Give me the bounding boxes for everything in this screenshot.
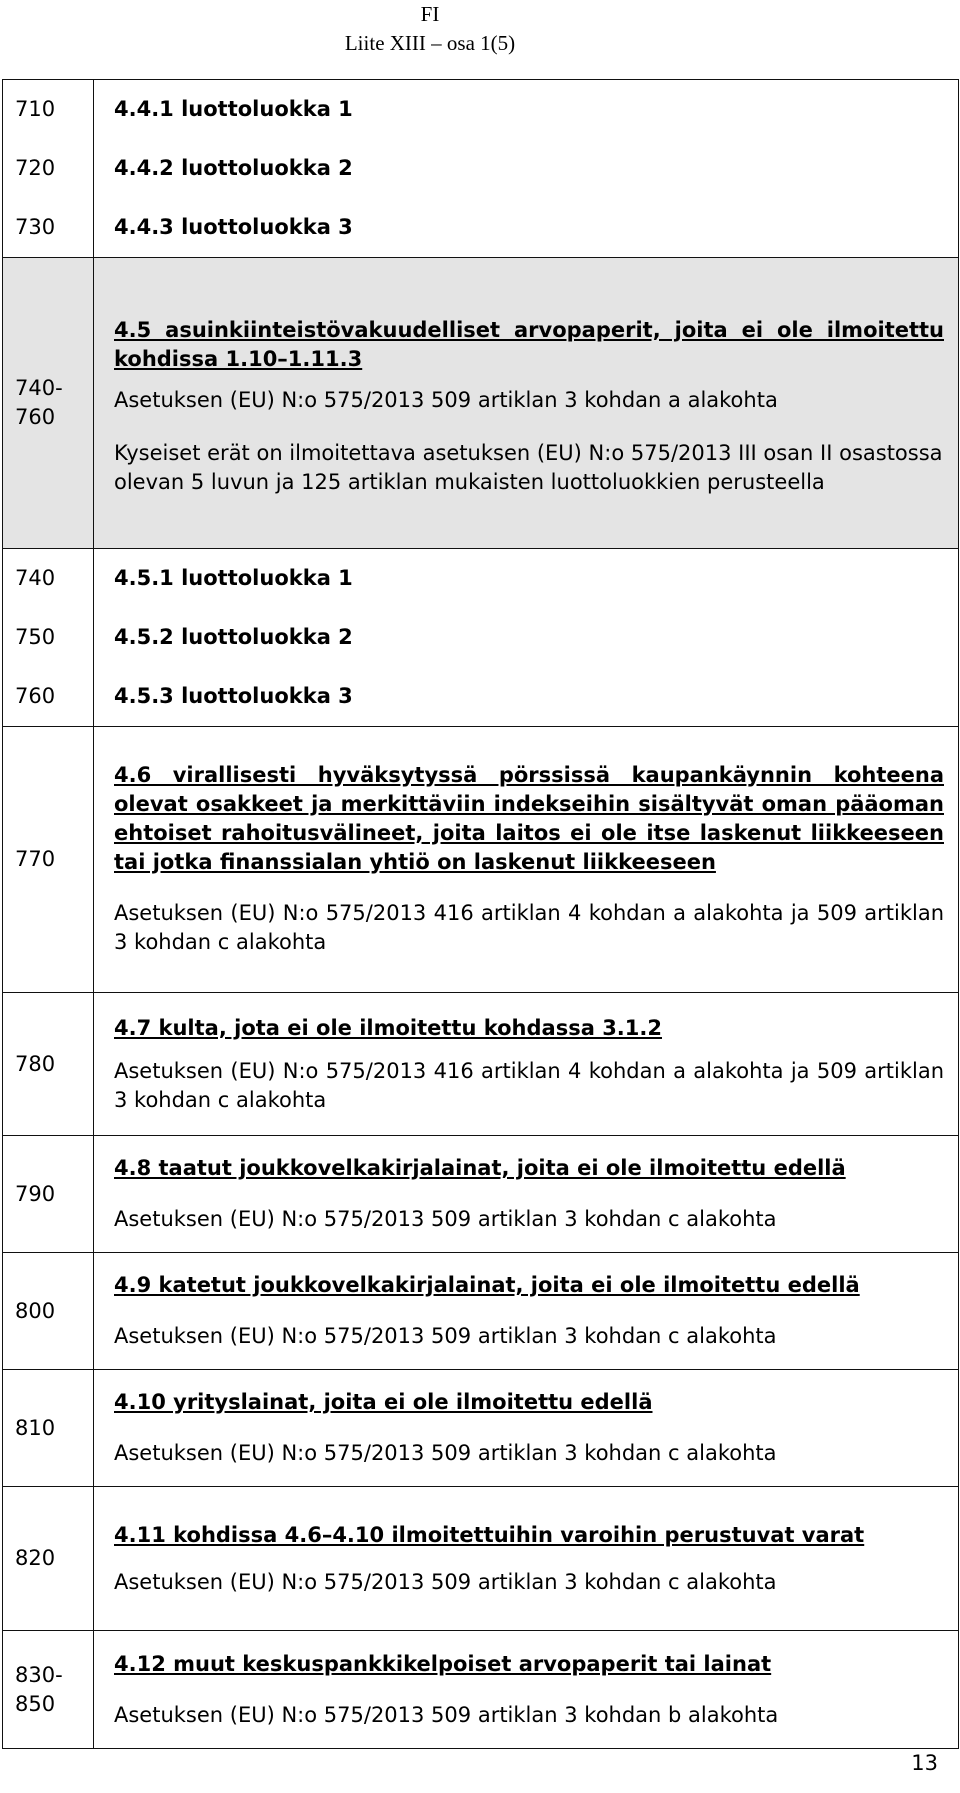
row-code: 790 — [15, 1181, 56, 1206]
page-header — [300, 0, 560, 58]
annex-label: Liite XIII – osa 1(5) — [344, 31, 516, 55]
table-row — [3, 1136, 959, 1253]
row-code-cell — [3, 258, 94, 549]
row-text-cell — [94, 993, 959, 1136]
row-code: 740- 760 — [15, 376, 63, 429]
row-code-cell — [3, 1370, 94, 1487]
row-text-cell — [94, 258, 959, 549]
row-text-cell — [94, 549, 959, 727]
table-row — [3, 258, 959, 549]
legal-reference: Asetuksen (EU) N:o 575/2013 509 artiklan 3 kohdan c alakohta — [114, 1324, 777, 1348]
row-code-cell — [3, 80, 94, 258]
item-heading: 4.5.3 luottoluokka 3 — [114, 684, 353, 708]
language-code: FI — [420, 2, 440, 26]
table-row — [3, 1253, 959, 1370]
item-heading: 4.5.2 luottoluokka 2 — [114, 625, 353, 649]
row-text-cell — [94, 1487, 959, 1631]
row-text-cell — [94, 1370, 959, 1487]
row-text-cell — [94, 1136, 959, 1253]
row-code-cell — [3, 727, 94, 993]
row-code: 780 — [15, 1051, 56, 1076]
item-heading: 4.9 katetut joukkovelkakirjalainat, joita ei ole ilmoitettu edellä — [114, 1273, 860, 1297]
row-code-cell — [3, 993, 94, 1136]
item-heading: 4.8 taatut joukkovelkakirjalainat, joita ei ole ilmoitettu edellä — [114, 1156, 846, 1180]
row-code-cell — [3, 1631, 94, 1749]
table-row — [3, 1487, 959, 1631]
table-row — [3, 80, 959, 258]
row-code: 750 — [15, 625, 56, 649]
row-code-cell — [3, 1487, 94, 1631]
row-code: 710 — [15, 97, 56, 121]
table-row — [3, 993, 959, 1136]
row-text-cell — [94, 1253, 959, 1370]
table-row — [3, 549, 959, 727]
row-text-cell — [94, 727, 959, 993]
legal-reference: Asetuksen (EU) N:o 575/2013 509 artiklan 3 kohdan c alakohta — [114, 1441, 777, 1465]
row-code: 770 — [15, 847, 56, 871]
item-heading: 4.7 kulta, jota ei ole ilmoitettu kohdassa 3.1.2 — [114, 1015, 662, 1040]
item-heading: 4.10 yrityslainat, joita ei ole ilmoitettu edellä — [114, 1390, 653, 1414]
row-code: 830- 850 — [15, 1662, 63, 1716]
legal-reference: Asetuksen (EU) N:o 575/2013 416 artiklan 4 kohdan a alakohta ja 509 artiklan 3 kohdan c alakohta — [114, 1058, 944, 1112]
item-heading: 4.6 virallisesti hyväksytyssä pörssissä kaupankäynnin kohteena olevat osakkeet ja merkittäviin indekseihin sisältyvät oman pääoman ehtoiset rahoitusvälineet, joita laitos ei ole itse laskenut liikkeeseen tai jotka finanssialan yhtiö on laskenut liikkeeseen — [114, 762, 944, 874]
reporting-table — [2, 79, 959, 1749]
item-heading: 4.12 muut keskuspankkikelpoiset arvopaperit tai lainat — [114, 1651, 772, 1676]
row-code: 820 — [15, 1546, 56, 1570]
row-text-cell — [94, 80, 959, 258]
row-code: 800 — [15, 1298, 56, 1323]
row-code: 730 — [15, 215, 56, 239]
legal-reference: Asetuksen (EU) N:o 575/2013 509 artiklan 3 kohdan c alakohta — [114, 1207, 777, 1231]
table-row — [3, 1631, 959, 1749]
item-heading: 4.4.1 luottoluokka 1 — [114, 97, 353, 121]
row-code: 810 — [15, 1415, 56, 1440]
row-code-cell — [3, 549, 94, 727]
item-heading: 4.5.1 luottoluokka 1 — [114, 566, 353, 590]
row-code: 760 — [15, 684, 56, 708]
legal-reference: Asetuksen (EU) N:o 575/2013 509 artiklan 3 kohdan a alakohta — [114, 387, 778, 412]
legal-reference: Asetuksen (EU) N:o 575/2013 509 artiklan 3 kohdan c alakohta — [114, 1569, 777, 1594]
row-text-cell — [94, 1631, 959, 1749]
explanatory-note: Kyseiset erät on ilmoitettava asetuksen (EU) N:o 575/2013 III osan II osastossa olevan 5 luvun ja 125 artiklan mukaisten luottoluokkien perusteella — [114, 440, 943, 494]
page-number: 13 — [911, 1751, 938, 1775]
row-code: 720 — [15, 156, 56, 180]
table-row — [3, 1370, 959, 1487]
item-heading: 4.4.2 luottoluokka 2 — [114, 156, 353, 180]
row-code-cell — [3, 1136, 94, 1253]
item-heading: 4.11 kohdissa 4.6–4.10 ilmoitettuihin varoihin perustuvat varat — [114, 1522, 865, 1547]
table-row — [3, 727, 959, 993]
legal-reference: Asetuksen (EU) N:o 575/2013 509 artiklan 3 kohdan b alakohta — [114, 1702, 779, 1727]
row-code-cell — [3, 1253, 94, 1370]
item-heading: 4.5 asuinkiinteistövakuudelliset arvopaperit, joita ei ole ilmoitettu kohdissa 1.10–1.11.3 — [114, 317, 944, 371]
row-code: 740 — [15, 566, 56, 590]
legal-reference: Asetuksen (EU) N:o 575/2013 416 artiklan 4 kohdan a alakohta ja 509 artiklan 3 kohdan c alakohta — [114, 900, 944, 954]
item-heading: 4.4.3 luottoluokka 3 — [114, 215, 353, 239]
